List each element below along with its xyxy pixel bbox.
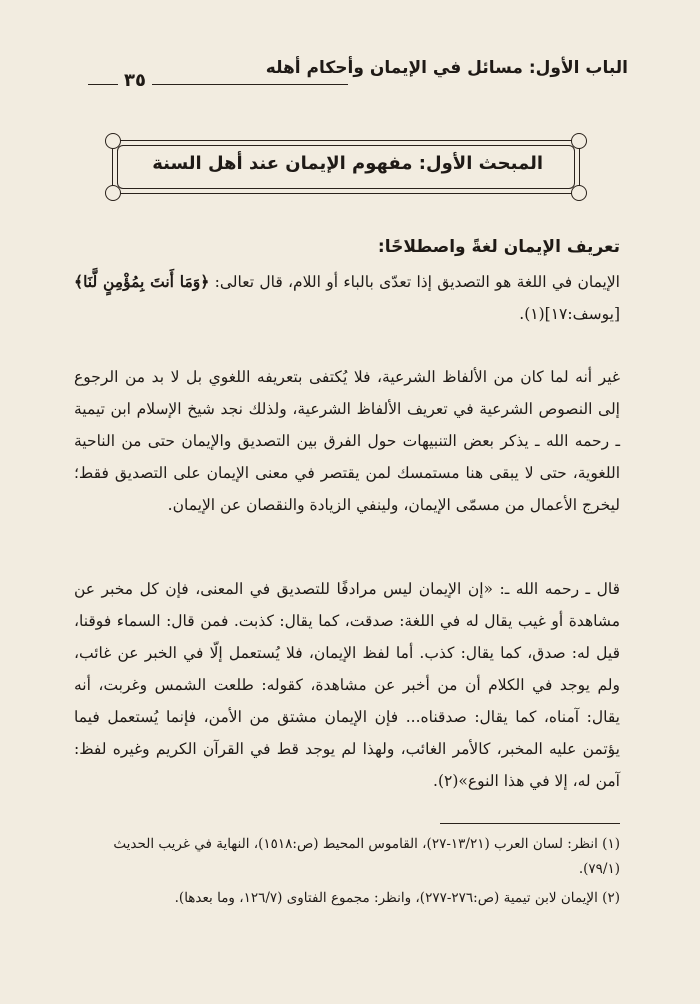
running-title: الباب الأول: مسائل في الإيمان وأحكام أهله: [265, 58, 628, 78]
paragraph-definition: [74, 266, 620, 330]
footnote-2: (٢) الإيمان لابن تيمية (ص:٢٧٦-٢٧٧)، وانظر: مجموع الفتاوى (١٢٦/٧، وما بعدها).: [174, 890, 620, 906]
subheading: تعريف الإيمان لغةً واصطلاحًا:: [377, 237, 620, 257]
verse-reference: [يوسف:١٧](١).: [519, 305, 620, 323]
paragraph-quote: قال ـ رحمه الله ـ: «إن الإيمان ليس مرادفًا للتصديق في المعنى، فإن كل مخبر عن مشاهدة أو غيب يقال له في اللغة: صدقت، كما يقال: كذبت. فمن قال: السماء فوقنا، قيل له: صدق، كما يقال: كذب. أما لفظ الإيمان، فلا يُستعمل إلّا في الخبر عن غائب، ولم يوجد في الكلام أن من أخبر عن مشاهدة، كقوله: طلعت الشمس وغربت، أنه يقال: آمناه، كما يقال: صدقناه... فإن الإيمان مشتق من الأمن، فإنما يُستعمل فيما يؤتمن عليه المخبر، كالأمر الغائب، ولهذا لم يوجد قط في القرآن الكريم وغيره لفظ: آمن له، إلا في هذا النوع»(٢).: [74, 580, 620, 790]
section-title: المبحث الأول: مفهوم الإيمان عند أهل السنة: [152, 153, 543, 174]
ornament-corner-icon: [105, 133, 121, 149]
footnotes: [74, 832, 620, 915]
paragraph-clarification: غير أنه لما كان من الألفاظ الشرعية، فلا يُكتفى بتعريفه اللغوي بل لا بد من الرجوع إلى النصوص الشرعية في تعريف الألفاظ الشرعية، ولذلك نجد شيخ الإسلام ابن تيمية ـ رحمه الله ـ يذكر بعض التنبيهات حول الفرق بين التصديق والإيمان حتى من الناحية اللغوية، حتى لا يبقى هنا مستمسك لمن يقتصر في معنى الإيمان على التصديق فقط؛ ليخرج الأعمال من مسمّى الإيمان، ولينفي الزيادة والنقصان عن الإيمان.: [74, 368, 621, 514]
ornament-corner-icon: [571, 133, 587, 149]
running-header: [78, 58, 628, 94]
quran-verse: ﴿وَمَا أَنتَ بِمُؤْمِنٍ لَّنَا﴾: [74, 272, 210, 291]
page-number: ٣٥: [118, 70, 152, 91]
ornament-corner-icon: [105, 185, 121, 201]
footnote-1: (١) انظر: لسان العرب (١٣/٢١-٢٧)، القاموس المحيط (ص:١٥١٨)، النهاية في غريب الحديث (٧٩/١).: [113, 836, 620, 877]
paragraph-text: الإيمان في اللغة هو التصديق إذا تعدّى بالباء أو اللام، قال تعالى:: [209, 273, 620, 291]
ornament-corner-icon: [571, 185, 587, 201]
footnote-separator: [440, 823, 620, 824]
section-title-frame: [112, 140, 580, 194]
